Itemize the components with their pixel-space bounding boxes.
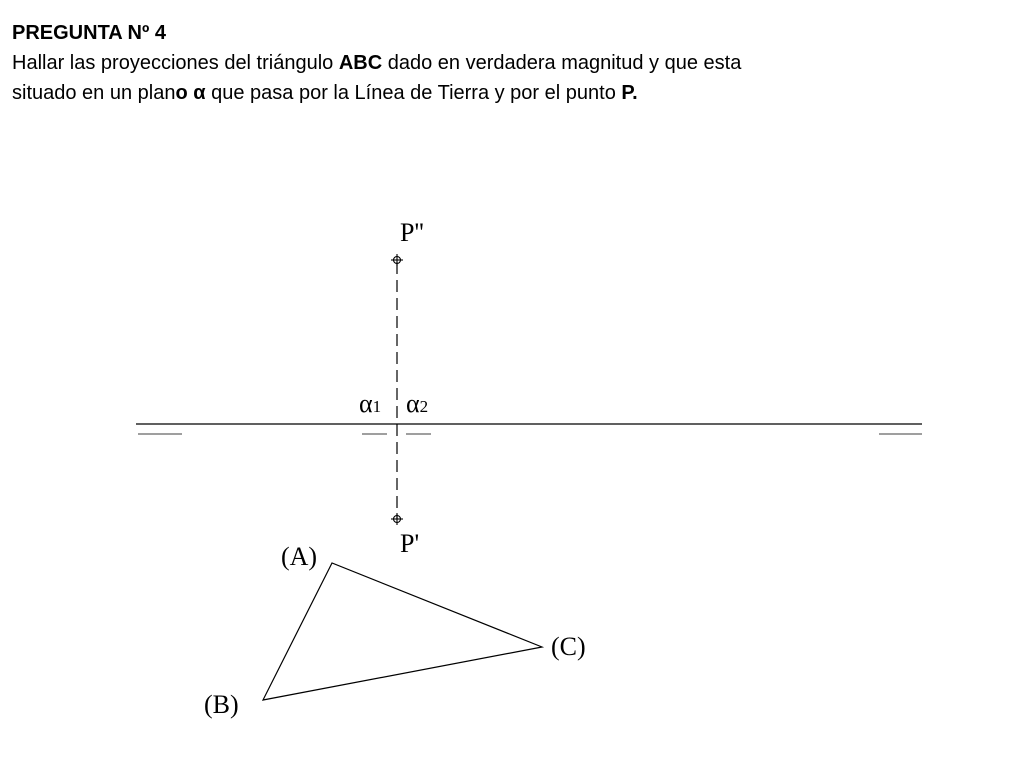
statement-text-1b: ABC xyxy=(338,52,383,74)
label-vertex-c: (C) xyxy=(551,632,586,661)
problem-title: PREGUNTA Nº 4 xyxy=(12,22,166,44)
label-alpha2 xyxy=(406,389,428,418)
label-alpha1 xyxy=(359,389,381,418)
statement-text-2b: o α xyxy=(175,82,206,104)
statement-text-2c: que pasa por la Línea de Tierra y por el punto xyxy=(205,82,622,104)
label-alpha2-index: 2 xyxy=(419,397,429,416)
label-vertex-a: (A) xyxy=(281,542,318,571)
triangle-abc xyxy=(263,563,542,700)
label-alpha1-symbol: α xyxy=(359,389,373,418)
point-p-double-prime xyxy=(391,254,403,266)
label-vertex-b: (B) xyxy=(204,690,239,719)
point-p-prime xyxy=(391,513,403,525)
label-p-prime: P' xyxy=(400,529,420,558)
label-alpha2-symbol: α xyxy=(406,389,420,418)
label-p-double-prime: P'' xyxy=(400,218,424,247)
label-alpha1-index: 1 xyxy=(372,397,382,416)
statement-text-2d: P. xyxy=(621,82,638,104)
statement-text-1a: Hallar las proyecciones del triángulo xyxy=(12,52,339,74)
statement-text-2a: situado en un plan xyxy=(12,82,176,104)
statement-text-1c: dado en verdadera magnitud y que esta xyxy=(382,52,742,74)
